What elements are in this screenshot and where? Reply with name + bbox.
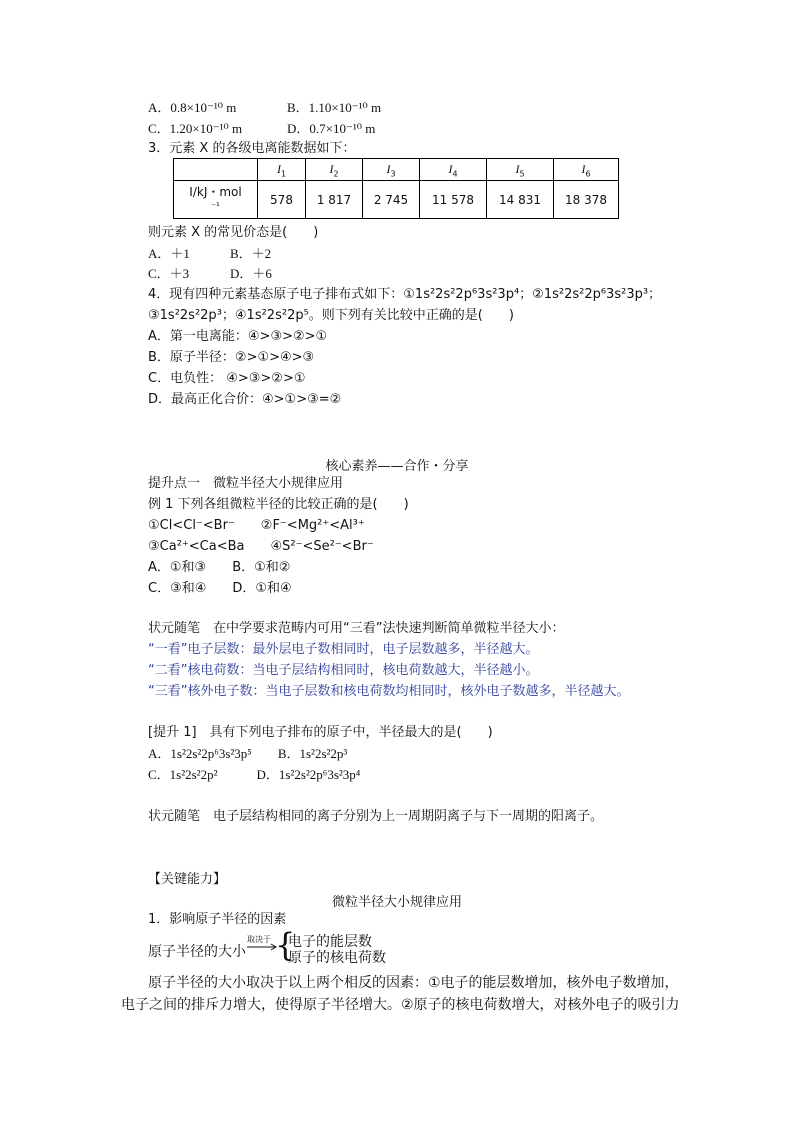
q4-option-c: C．电负性： ④>③>②>① bbox=[148, 371, 306, 386]
key-title: 微粒半径大小规律应用 bbox=[331, 895, 462, 910]
table-header-i6: $I_6$ bbox=[554, 159, 619, 181]
paragraph-line-2: 电子之间的排斥力增大，使得原子半径增大。②原子的核电荷数增大，对核外电子的吸引力 bbox=[121, 997, 680, 1013]
q4-option-b: B．原子半径：②>①>④>③ bbox=[148, 350, 315, 365]
paragraph-line-1: 原子半径的大小取决于以上两个相反的因素：①电子的能层数增加，核外电子数增加， bbox=[148, 975, 679, 991]
tip-heading: 状元随笔 在中学要求范畴内可用“三看”法快速判断简单微粒半径大小： bbox=[148, 621, 565, 636]
tip-line-3: “三看”核外电子数：当电子层数和核电荷数均相同时，核外电子数越多，半径越大。 bbox=[148, 684, 630, 699]
table-cell: 18 378 bbox=[554, 181, 619, 219]
table-row bbox=[174, 181, 619, 219]
tip-line-2: “二看”核电荷数：当电子层结构相同时，核电荷数越大，半径越小。 bbox=[148, 663, 539, 678]
example-options-line-2: ③Ca²⁺<Ca<Ba ④S²⁻<Se²⁻<Br⁻ bbox=[148, 539, 374, 554]
q4-line-1: 4．现有四种元素基态原子电子排布式如下：①1s²2s²2p⁶3s²3p⁴；②1s²2s²2p⁶3s²3p³； bbox=[148, 287, 662, 302]
section-title: 核心素养——合作・分享 bbox=[325, 459, 469, 474]
example-options-line-1: ①Cl<Cl⁻<Br⁻ ②F⁻<Mg²⁺<Al³⁺ bbox=[148, 518, 365, 533]
q2-option-b: B．1.10×10⁻¹⁰ m bbox=[287, 100, 382, 115]
practice-stem: [提升 1] 具有下列电子排布的原子中，半径最大的是( ) bbox=[148, 725, 493, 740]
table-header-i2: $I_2$ bbox=[306, 159, 363, 181]
table-header-i3: $I_3$ bbox=[363, 159, 420, 181]
table-cell: 2 745 bbox=[363, 181, 420, 219]
table-header-i1: $I_1$ bbox=[258, 159, 306, 181]
q2-option-c: C．1.20×10⁻¹⁰ m bbox=[148, 121, 243, 136]
diagram-top-label: 电子的能层数 bbox=[288, 934, 372, 950]
q2-option-d: D．0.7×10⁻¹⁰ m bbox=[287, 121, 376, 136]
q4-option-a: A．第一电离能：④>③>②>① bbox=[148, 329, 328, 344]
example-stem: 例 1 下列各组微粒半径的比较正确的是( ) bbox=[148, 497, 409, 512]
table-cell: 14 831 bbox=[487, 181, 554, 219]
key-heading: 【关键能力】 bbox=[148, 872, 227, 887]
q3-option-a: A．＋1 bbox=[148, 246, 190, 261]
diagram-left-label: 原子半径的大小 bbox=[148, 944, 246, 960]
table-header-i4: $I_4$ bbox=[420, 159, 487, 181]
q4-line-2: ③1s²2s²2p³；④1s²2s²2p⁵。则下列有关比较中正确的是( ) bbox=[148, 308, 514, 323]
q3-option-c: C．＋3 bbox=[148, 266, 190, 281]
table-cell: 578 bbox=[258, 181, 306, 219]
table-header-row bbox=[174, 159, 619, 181]
diagram-bottom-label: 原子的核电荷数 bbox=[288, 950, 386, 966]
tip-line-1: “一看”电子层数：最外层电子数相同时，电子层数越多，半径越大。 bbox=[148, 642, 539, 657]
q3-option-d: D．＋6 bbox=[230, 266, 272, 281]
q2-option-a: A．0.8×10⁻¹⁰ m bbox=[148, 100, 237, 115]
table-corner-cell bbox=[174, 159, 258, 181]
q3-stem: 3．元素 X 的各级电离能数据如下： bbox=[148, 141, 356, 156]
table-cell: 11 578 bbox=[420, 181, 487, 219]
key-item-1: 1．影响原子半径的因素 bbox=[148, 912, 287, 927]
q3-option-b: B．＋2 bbox=[230, 246, 272, 261]
example-answer-cd: C．③和④ D．①和④ bbox=[148, 581, 292, 596]
q3-question: 则元素 X 的常见价态是( ) bbox=[148, 225, 319, 240]
table-row-label: I/kJ・mol ⁻¹ bbox=[174, 181, 258, 219]
practice-options-ab: A．1s²2s²2p⁶3s²3p⁵ B．1s²2s²2p³ bbox=[148, 746, 348, 761]
diagram-arrow-label: 取决于 bbox=[247, 935, 271, 944]
diagram-brace-icon: { bbox=[275, 926, 296, 964]
table-header-i5: $I_5$ bbox=[487, 159, 554, 181]
point-heading: 提升点一 微粒半径大小规律应用 bbox=[148, 476, 344, 491]
ionization-energy-table bbox=[173, 158, 619, 219]
practice-options-cd: C．1s²2s²2p² D．1s²2s²2p⁶3s²3p⁴ bbox=[148, 767, 361, 782]
table-cell: 1 817 bbox=[306, 181, 363, 219]
tip-note-2: 状元随笔 电子层结构相同的离子分别为上一周期阴离子与下一周期的阳离子。 bbox=[148, 809, 604, 824]
q4-option-d: D．最高正化合价：④>①>③=② bbox=[148, 392, 342, 407]
example-answer-ab: A．①和③ B．①和② bbox=[148, 560, 291, 575]
